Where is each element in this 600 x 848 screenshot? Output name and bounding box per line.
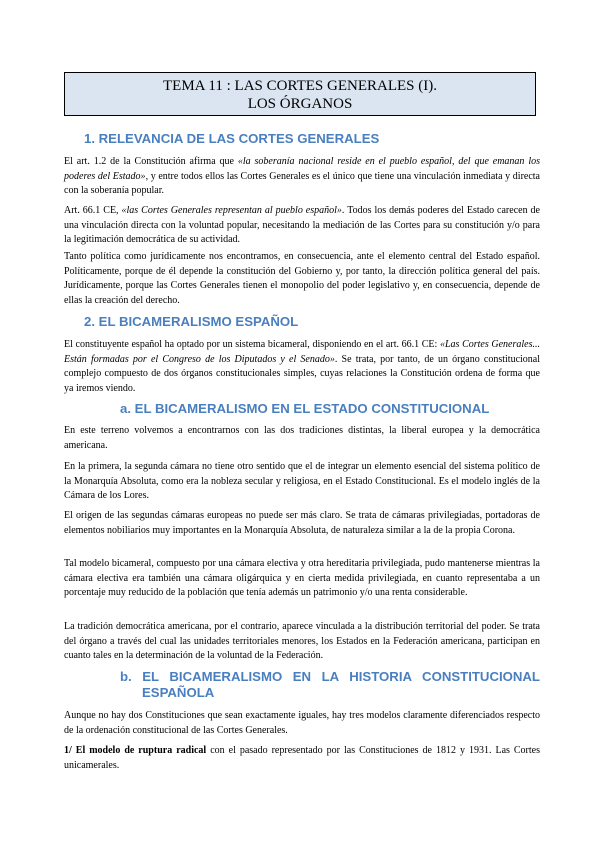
subsection-b-heading-line-2: ESPAÑOLA xyxy=(142,685,215,700)
subsection-b-paragraph-2: 1/ El modelo de ruptura radical con el pasado representado por las Constituciones de 1812 y 1931. Las Cortes unicamerales. xyxy=(64,745,540,771)
subsection-a-paragraph-1: En este terreno volvemos a encontrarnos con las dos tradiciones distintas, la liberal europea y la democrática americana. xyxy=(64,425,540,451)
section-1-paragraph-3: Tanto política como jurídicamente nos encontramos, en consecuencia, ante el elemento central del Estado español. Políticamente, porque de él depende la constitución del Gobierno y, por tanto, la dirección política general del país. Jurídicamente, porque las Cortes Generales tienen el monopolio del poder legislativo y, en consecuencia, depende de ellas la creación del derecho. xyxy=(64,251,540,306)
subsection-a-heading: a. EL BICAMERALISMO EN EL ESTADO CONSTITUCIONAL xyxy=(120,401,490,416)
subsection-a-paragraph-2: En la primera, la segunda cámara no tiene otro sentido que el de integrar un elemento esencial del sistema político de la Monarquía Absoluta, como era la nobleza secular y religiosa, en el Estado Constitucional. Es el modelo inglés de la Cámara de los Lores. xyxy=(64,461,540,502)
subsection-a-paragraph-5: La tradición democrática americana, por el contrario, aparece vinculada a la distribución territorial del poder. Se trata del órgano a través del cual las unidades territoriales menores, los Estados en la Federación americana, participan en cuanto tales en la determinación de la voluntad de la Federación. xyxy=(64,621,540,662)
subsection-a-paragraph-3: El origen de las segundas cámaras europeas no puede ser más claro. Se trata de cámaras privilegiadas, portadoras de elementos nobiliarios muy importantes en la Monarquía Absoluta, de naturaleza similar a la de la propia Corona. xyxy=(64,510,540,536)
section-1-paragraph-2: Art. 66.1 CE, «las Cortes Generales representan al pueblo español». Todos los demás poderes del Estado carecen de una vinculación directa con la voluntad popular, necesitando la mediación de las Cortes para su constitución y/o para la legitimación democrática de su actividad. xyxy=(64,205,540,246)
subsection-b-heading xyxy=(120,669,540,701)
title-box xyxy=(64,72,536,116)
subsection-b-paragraph-1: Aunque no hay dos Constituciones que sean exactamente iguales, hay tres modelos claramente diferenciados respecto de la ordenación constitucional de las Cortes Generales. xyxy=(64,710,540,736)
title-line-1: TEMA 11 : LAS CORTES GENERALES (I). xyxy=(163,78,437,94)
section-2-heading: 2. EL BICAMERALISMO ESPAÑOL xyxy=(84,314,299,329)
section-1-heading: 1. RELEVANCIA DE LAS CORTES GENERALES xyxy=(84,131,380,146)
section-2-paragraph-1: El constituyente español ha optado por un sistema bicameral, disponiendo en el art. 66.1 CE: «Las Cortes Generales... Están formadas por el Congreso de los Diputados y el Senado». Se trata, por tanto, de un órgano constitucional complejo compuesto de dos órganos constitucionales simples, cuyas relaciones la Constitución ordena de forma que ya iremos viendo. xyxy=(64,339,541,394)
title-line-2: LOS ÓRGANOS xyxy=(247,96,353,112)
subsection-a-paragraph-4: Tal modelo bicameral, compuesto por una cámara electiva y otra hereditaria privilegiada, pudo mantenerse mientras la cámara electiva era también una cámara oligárquica y en cierta medida privilegiada, en cuanto representaba a un porcentaje muy reducido de la población que tenía además un patrimonio y/o una renta considerable. xyxy=(64,558,540,599)
section-1-paragraph-1: El art. 1.2 de la Constitución afirma que «la soberanía nacional reside en el pueblo español, del que emanan los poderes del Estado», y entre todos ellos las Cortes Generales es el único que tiene una vinculación inmediata y directa con la soberanía popular. xyxy=(64,156,540,197)
subsection-b-heading-line-1: b. EL BICAMERALISMO EN LA HISTORIA CONSTITUCIONAL xyxy=(120,669,540,684)
